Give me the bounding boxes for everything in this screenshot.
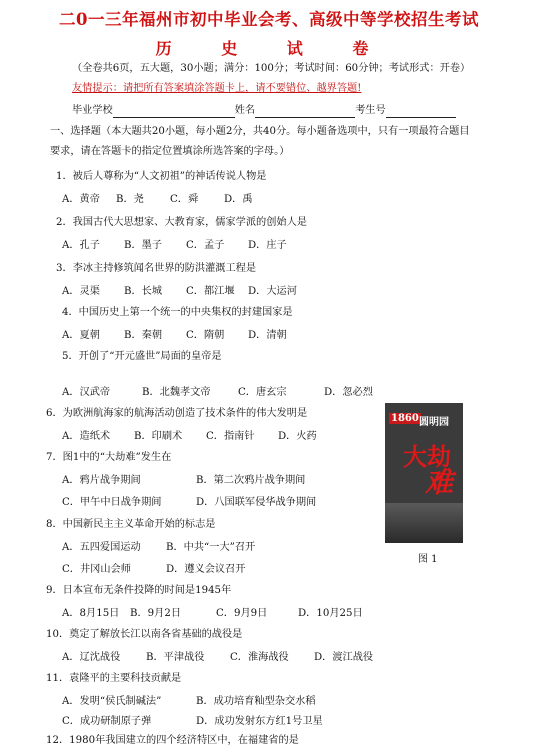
option-c[interactable]: C．指南针 (206, 431, 255, 442)
option-d[interactable]: D．渡江战役 (314, 652, 374, 663)
question-10-stem: 10．奠定了解放长江以南各省基础的战役是 (46, 629, 243, 640)
option-a[interactable]: A．汉武帝 (62, 387, 111, 398)
exam-info: （全卷共6页，五大题，30小题；满分：100分；考试时间：60分钟；考试形式：开卷） (72, 63, 471, 74)
option-b[interactable]: B．成功培育籼型杂交水稻 (196, 696, 316, 707)
question-7-stem: 7．图1中的“大劫难”发生在 (46, 452, 172, 463)
option-c[interactable]: C．隋朝 (186, 330, 225, 341)
option-c[interactable]: C．井冈山会师 (62, 564, 131, 575)
figure-year-text: 1860 (391, 413, 419, 424)
figure-1-image (385, 403, 463, 543)
question-1-options (62, 193, 278, 207)
option-c[interactable]: C．淮海战役 (230, 652, 289, 663)
option-c[interactable]: C．甲午中日战争期间 (62, 497, 162, 508)
question-10-options (62, 651, 373, 665)
option-a[interactable]: A．8月15日 (62, 608, 120, 619)
question-8-options-row1 (62, 541, 255, 555)
question-8-options-row2 (62, 563, 245, 577)
option-d[interactable]: D．10月25日 (298, 608, 363, 619)
question-6-stem: 6．为欧洲航海家的航海活动创造了技术条件的伟大发明是 (46, 408, 308, 419)
option-a[interactable]: A．灵渠 (62, 286, 100, 297)
option-d[interactable]: D．火药 (278, 431, 317, 442)
question-2-options (62, 239, 310, 253)
question-4-options (62, 329, 310, 343)
option-a[interactable]: A．辽沈战役 (62, 652, 121, 663)
option-c[interactable]: C．成功研制原子弹 (62, 716, 152, 727)
id-label: 考生号 (355, 105, 386, 116)
id-field[interactable] (386, 106, 456, 118)
question-2-stem: 2．我国古代大思想家、大教育家，儒家学派的创始人是 (56, 217, 307, 228)
question-7-options-row1 (62, 474, 305, 488)
option-b[interactable]: B．尧 (116, 194, 144, 205)
option-b[interactable]: B．第二次鸦片战争期间 (196, 475, 306, 486)
option-b[interactable]: B．印刷术 (134, 431, 183, 442)
option-a[interactable]: A．孔子 (62, 240, 100, 251)
option-b[interactable]: B．中共“一大”召开 (166, 542, 256, 553)
option-b[interactable]: B．9月2日 (130, 608, 182, 619)
question-3-options (62, 285, 310, 299)
option-d[interactable]: D．遵义会议召开 (166, 564, 246, 575)
school-field[interactable] (113, 106, 235, 118)
option-c[interactable]: C．孟子 (186, 240, 225, 251)
option-a[interactable]: A．黄帝 (62, 194, 100, 205)
option-d[interactable]: D．庄子 (248, 240, 287, 251)
option-c[interactable]: C．都江堰 (186, 286, 235, 297)
option-b[interactable]: B．北魏孝文帝 (142, 387, 211, 398)
name-field[interactable] (255, 106, 355, 118)
option-b[interactable]: B．墨子 (124, 240, 163, 251)
figure-title-text: 圆明园 (419, 417, 449, 428)
option-c[interactable]: C．唐玄宗 (238, 387, 287, 398)
option-d[interactable]: D．大运河 (248, 286, 297, 297)
option-d[interactable]: D．八国联军侵华战争期间 (196, 497, 317, 508)
figure-big-text-2: 难 (425, 466, 454, 499)
option-c[interactable]: C．9月9日 (216, 608, 268, 619)
question-8-stem: 8．中国新民主主义革命开始的标志是 (46, 519, 216, 530)
option-d[interactable]: D．清朝 (248, 330, 287, 341)
option-a[interactable]: A．夏朝 (62, 330, 100, 341)
question-6-options (62, 430, 340, 444)
option-c[interactable]: C．舜 (170, 194, 199, 205)
question-11-options-row1 (62, 695, 316, 709)
tip-text: 请把所有答案填涂答题卡上，请不要错位、越界答题! (122, 83, 362, 94)
option-a[interactable]: A．造纸术 (62, 431, 111, 442)
question-1-stem: 1．被后人尊称为“人文初祖”的神话传说人物是 (56, 171, 267, 182)
option-a[interactable]: A．发明“侯氏制碱法” (62, 696, 162, 707)
tip-label: 友情提示： (72, 83, 123, 94)
exam-title: 二0一三年福州市初中毕业会考、高级中等学校招生考试 (59, 10, 479, 29)
option-a[interactable]: A．五四爱国运动 (62, 542, 141, 553)
question-7-options-row2 (62, 496, 316, 510)
section-intro-1: 一、选择题（本大题共20小题，每小题2分，共40分。每小题备选项中，只有一项最符合题目 (50, 126, 470, 137)
question-9-stem: 9．日本宣布无条件投降的时间是1945年 (46, 585, 232, 596)
figure-bottom-band (385, 503, 463, 543)
question-12-stem: 12．1980年我国建立的四个经济特区中，在福建省的是 (46, 735, 299, 746)
option-d[interactable]: D．禹 (224, 194, 253, 205)
option-b[interactable]: B．秦朝 (124, 330, 163, 341)
subject-title: 历 史 试 卷 (155, 39, 383, 58)
option-d[interactable]: D．忽必烈 (324, 387, 373, 398)
section-intro-2: 要求，请在答题卡的指定位置填涂所选答案的字母。） (50, 146, 290, 157)
option-d[interactable]: D．成功发射东方红1号卫星 (196, 716, 323, 727)
figure-1-caption: 图 1 (418, 554, 438, 565)
option-b[interactable]: B．平津战役 (146, 652, 205, 663)
question-9-options (62, 607, 363, 621)
name-label: 姓名 (234, 105, 256, 116)
question-5-options (62, 386, 386, 400)
question-3-stem: 3．李冰主持修筑闻名世界的防洪灌溉工程是 (56, 263, 257, 274)
student-info-row (72, 104, 456, 118)
option-a[interactable]: A．鸦片战争期间 (62, 475, 141, 486)
question-4-stem: 4．中国历史上第一个统一的中央集权的封建国家是 (62, 307, 293, 318)
question-5-stem: 5．开创了“开元盛世”局面的皇帝是 (62, 351, 222, 362)
option-b[interactable]: B．长城 (124, 286, 163, 297)
question-11-options-row2 (62, 715, 323, 729)
school-label: 毕业学校 (72, 105, 113, 116)
friendly-tip (72, 82, 361, 96)
figure-big-text: 大劫 (403, 442, 451, 471)
question-11-stem: 11．袁隆平的主要科技贡献是 (46, 673, 182, 684)
